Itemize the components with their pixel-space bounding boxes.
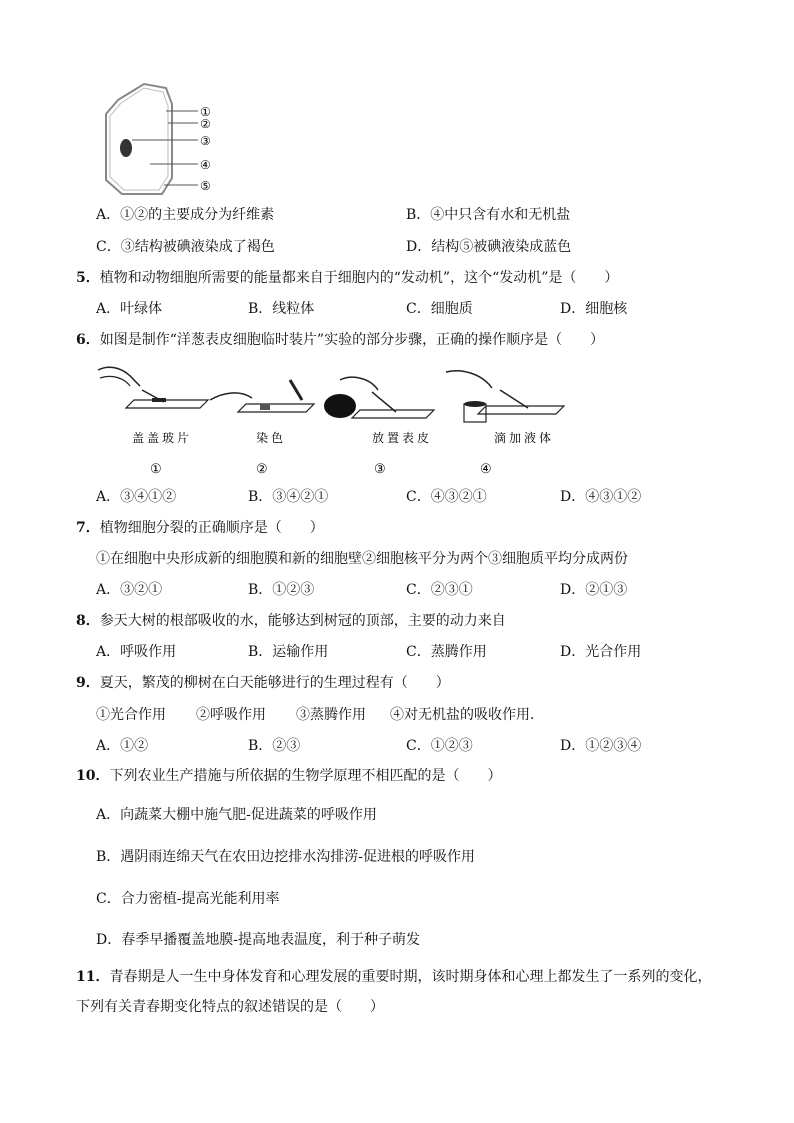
- q10-option-c[interactable]: C．合力密植-提高光能利用率: [96, 891, 280, 907]
- q6-option-b[interactable]: B．③④②①: [248, 489, 329, 505]
- step-2-caption: 染色: [256, 431, 287, 445]
- q8-option-b[interactable]: B．运输作用: [248, 644, 329, 660]
- step-1-caption: 盖盖玻片: [132, 431, 193, 445]
- label-1: ①: [200, 105, 211, 119]
- label-3: ③: [200, 134, 211, 148]
- step-4-caption: 滴加液体: [494, 431, 555, 445]
- plant-cell-diagram: [96, 78, 226, 200]
- q9-option-b[interactable]: B．②③: [248, 738, 301, 754]
- q10-stem: [76, 766, 501, 786]
- cell-wall: [106, 84, 172, 194]
- q9-stem: [76, 673, 450, 693]
- q10-option-d[interactable]: D．春季早播覆盖地膜-提高地表温度，利于种子萌发: [96, 932, 420, 948]
- q5-number: 5．: [76, 270, 100, 286]
- q7-number: 7．: [76, 520, 100, 536]
- q8-text: 参天大树的根部吸收的水，能够达到树冠的顶部，主要的动力来自: [99, 613, 506, 629]
- q9-item-3: ③蒸腾作用: [296, 707, 366, 723]
- label-2: ②: [200, 117, 211, 131]
- q8-option-a[interactable]: A．呼吸作用: [96, 644, 177, 660]
- q7-stem: [76, 518, 324, 538]
- step-place-epidermis-illustration: [324, 377, 434, 418]
- q7-option-a[interactable]: A．③②①: [96, 582, 163, 598]
- q9-item-1: ①光合作用: [96, 707, 166, 723]
- q7-option-d[interactable]: D．②①③: [560, 582, 628, 598]
- step-1-index: ①: [150, 462, 162, 477]
- step-staining-illustration: [210, 380, 314, 412]
- q4-option-b[interactable]: B．④中只含有水和无机盐: [406, 207, 571, 223]
- cell-membrane: [110, 88, 168, 190]
- q7-text: 植物细胞分裂的正确顺序是（ ）: [99, 520, 324, 536]
- label-4: ④: [200, 158, 211, 172]
- step-add-liquid-illustration: [446, 371, 564, 422]
- q9-number: 9．: [76, 675, 100, 691]
- step-2-index: ②: [256, 462, 268, 477]
- q7-statement: ①在细胞中央形成新的细胞膜和新的细胞壁②细胞核平分为两个③细胞质平均分成两份: [96, 551, 628, 567]
- q4-option-a[interactable]: A．①②的主要成分为纤维素: [96, 207, 275, 223]
- q6-text: 如图是制作“洋葱表皮细胞临时装片”实验的部分步骤，正确的操作顺序是（ ）: [99, 332, 605, 348]
- onion-slide-steps-figure: [90, 360, 570, 480]
- q11-number: 11．: [76, 969, 110, 985]
- q7-option-b[interactable]: B．①②③: [248, 582, 315, 598]
- q5-option-d[interactable]: D．细胞核: [560, 301, 628, 317]
- step-cover-slip-illustration: [98, 367, 208, 408]
- q7-option-c[interactable]: C．②③①: [406, 582, 473, 598]
- q11-stem-line1: [76, 967, 711, 987]
- q9-item-2: ②呼吸作用: [196, 707, 266, 723]
- q8-option-d[interactable]: D．光合作用: [560, 644, 642, 660]
- q10-text: 下列农业生产措施与所依据的生物学原理不相匹配的是（ ）: [109, 768, 502, 784]
- q9-option-d[interactable]: D．①②③④: [560, 738, 642, 754]
- nucleus: [120, 139, 132, 157]
- step-3-caption: 放置表皮: [372, 431, 433, 445]
- q8-stem: [76, 611, 506, 631]
- q4-option-c[interactable]: C．③结构被碘液染成了褐色: [96, 239, 275, 255]
- q5-option-b[interactable]: B．线粒体: [248, 301, 315, 317]
- q9-option-c[interactable]: C．①②③: [406, 738, 473, 754]
- q6-stem: [76, 330, 604, 350]
- step-4-index: ④: [480, 462, 492, 477]
- q5-stem: [76, 268, 618, 288]
- q6-number: 6．: [76, 332, 100, 348]
- q10-number: 10．: [76, 768, 110, 784]
- q5-option-c[interactable]: C．细胞质: [406, 301, 473, 317]
- q5-text: 植物和动物细胞所需要的能量都来自于细胞内的“发动机”，这个“发动机”是（ ）: [99, 270, 619, 286]
- q9-text: 夏天，繁茂的柳树在白天能够进行的生理过程有（ ）: [99, 675, 450, 691]
- q6-option-d[interactable]: D．④③①②: [560, 489, 642, 505]
- q6-option-c[interactable]: C．④③②①: [406, 489, 487, 505]
- q11-stem-line2: 下列有关青春期变化特点的叙述错误的是（ ）: [76, 999, 384, 1015]
- q8-option-c[interactable]: C．蒸腾作用: [406, 644, 487, 660]
- q9-option-a[interactable]: A．①②: [96, 738, 149, 754]
- q11-text-1: 青春期是人一生中身体发育和心理发展的重要时期，该时期身体和心理上都发生了一系列的变化，: [109, 969, 712, 985]
- step-3-index: ③: [374, 462, 386, 477]
- q9-item-4: ④对无机盐的吸收作用．: [390, 707, 544, 723]
- q6-option-a[interactable]: A．③④①②: [96, 489, 177, 505]
- label-5: ⑤: [200, 179, 211, 193]
- q4-option-d[interactable]: D．结构⑤被碘液染成蓝色: [406, 239, 572, 255]
- q5-option-a[interactable]: A．叶绿体: [96, 301, 163, 317]
- q8-number: 8．: [76, 613, 100, 629]
- q10-option-b[interactable]: B．遇阴雨连绵天气在农田边挖排水沟排涝-促进根的呼吸作用: [96, 849, 476, 865]
- q10-option-a[interactable]: A．向蔬菜大棚中施气肥-促进蔬菜的呼吸作用: [96, 807, 377, 823]
